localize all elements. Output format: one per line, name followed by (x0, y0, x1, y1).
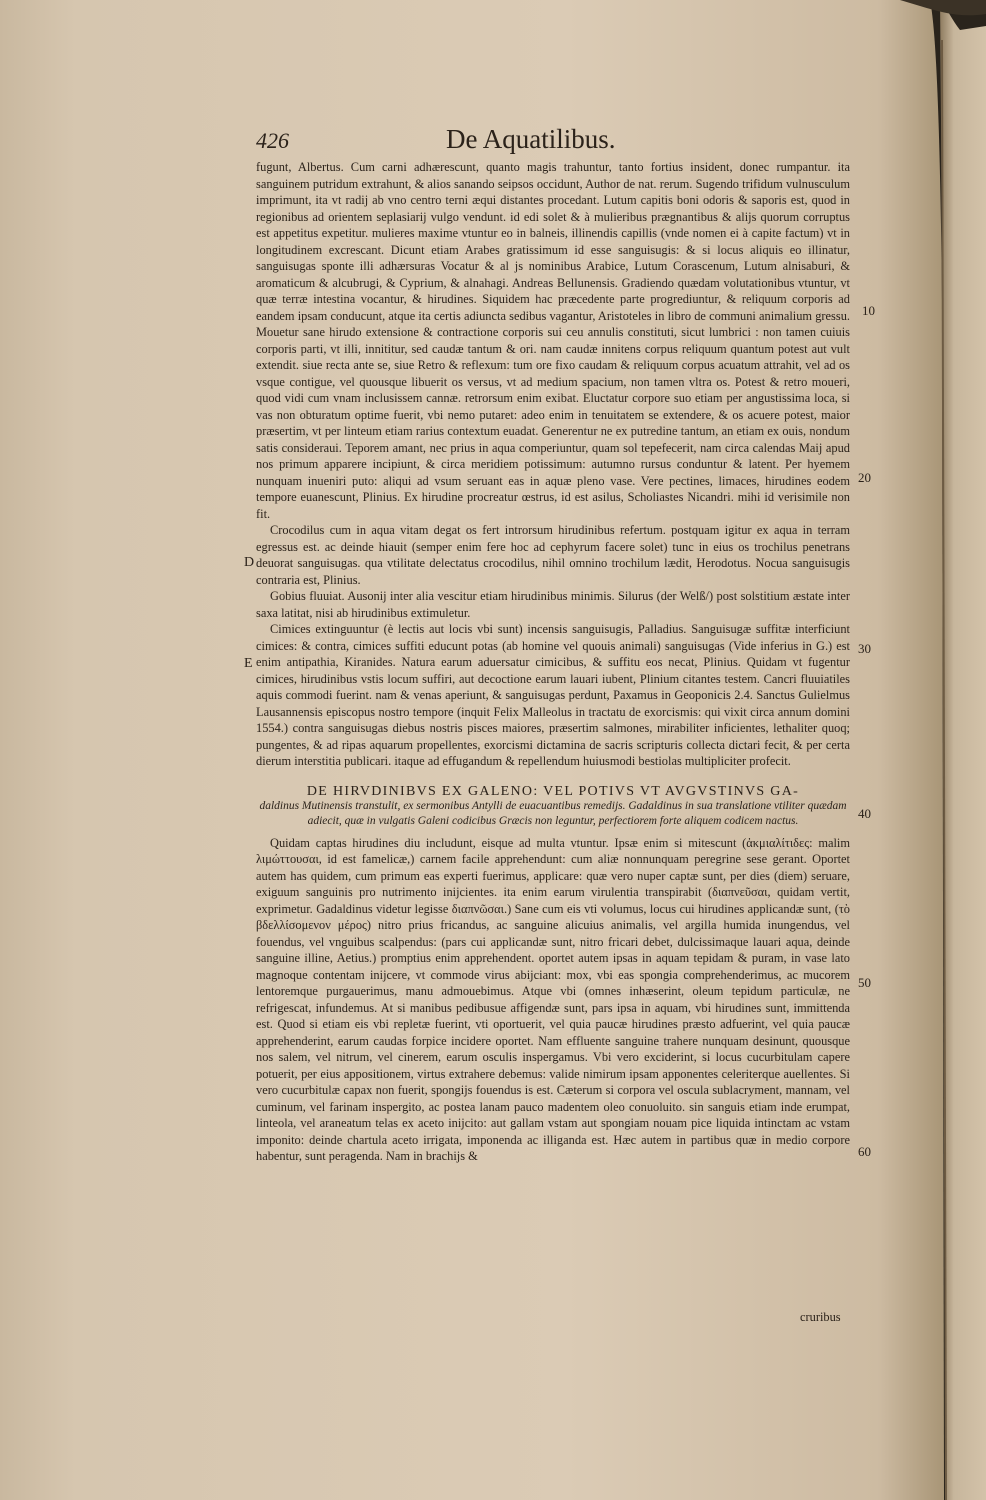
line-number-50: 50 (858, 975, 871, 990)
margin-letter-e: E (244, 656, 253, 671)
paragraph-c: fugunt, Albertus. Cum carni adhærescunt, quanto magis trahuntur, tanto fortius insident, donec rumpantur. ita sanguinem putridum extrahunt, & alios sanando seipsos occidunt, Author de nat. rerum. Sugendo trifidum vulnusculum imprimunt, ita vt radij ab vno centro terni æqui distantes procedant. Lutum capitis boni odoris & saporis est, quod in regionibus ad orientem seplasiarij vulgo vendunt. id edi solet & à mulieribus prægnantibus & alijs quorum corruptus est appetitus expetitur. mulieres maxime vtuntur eo in balneis, illinendis capillis (vnde nomen ei à capite factum) vt in longitudinem excrescant. Dicunt etiam Arabes gratissimum id esse sanguisugis: & si locus aliquis eo illinatur, sanguisugas sponte illi adhærsuras Vocatur & al js nominibus Arabice, Lutum Corascenum, Lutum alnisaburi, & aromaticum & alcubrugi, & Cyprium, & alnahagi. Andreas Bellunensis. Gradiendo quædam volutationibus vtuntur, vt quæ terræ intestina vocantur, & hirudines. Siquidem hac præcedente parte progrediuntur, & reliquum corporis ad eandem ipsam conducunt, atque ita certis adiuncta sedibus vagantur, Aristoteles in libro de communi animalium gressu. Mouetur sane hirudo extensione & contractione corporis sui ceu annulis constituti, sicut lumbrici : non tamen cuiuis corporis parti, vt illi, innititur, sed caudæ tantum & ori. nam caudæ innitens corpus reliquum quantum potest aut vult extendit. siue recta ante se, siue Retro & reflexum: tum ore fixo caudam & reliquum corpus acuatum attrahit, vel ad os vsque contigue, vel quousque libuerit os versus, vt ad medium spacium, non tamen vltra os. Potest & retro moueri, quod vidi cum vnam inclusissem cannæ. retrorsum enim exibat. Eluctatur corpore suo etiam per angustissima loca, si vas non obturatum optime fuerit, vbi nemo putaret: adeo enim in tenuitatem se extendere, & os acuere potest, maior præsertim, vt per linteum etiam rarius contextum euadat. Generentur ne ex putredine tantum, an etiam ex ouis, nondum satis consideraui. Teporem amant, nec prius in aqua comperiuntur, quam sol tepefecerit, nam circa calendas Maij apud nos primum apparere incipiunt, & circa meridiem potissimum: autumno rursus conduntur & latent. Per hyemem nunquam inueniri puto: aliqui ad vsum seruant eas in aquæ pleno vase. Vere pectines, limaces, hirudines eodem tempore euanescunt, Plinius. Ex hirudine procreatur œstrus, id est asilus, Scholiastes Nicandri. mihi id verisimile non fit. (256, 160, 850, 521)
line-number-60: 60 (858, 1144, 871, 1159)
running-header (256, 124, 856, 158)
paragraph-e: Cimices extinguuntur (è lectis aut locis vbi sunt) incensis sanguisugis, Palladius. Sanguisugæ suffitæ interficiunt cimices: & contra, cimices suffiti educunt potas (ab homine vel quouis animali) sanguisugas (Vide inferius in G.) est enim antipathia, Kiranides. Natura earum aduersatur cimicibus, & suffitu eos necat, Plinius. Quidam vt fugentur cimices, hirudinibus vstis locum suffiri, aut decoctione earum lauari iubent, Plinium citantes testem. Cancri fluuiatiles aquis commodi fuerint. nam & venas aperiunt, & sanguisugas perdunt, Paxamus in Geoponicis 2.4. Sanctus Gulielmus Lausannensis episcopus nostro tempore (inquit Felix Malleolus in tractatu de exorcismis: qui vixit circa annum domini 1554.) contra sanguisugas diebus nostris pisces maiores, præsertim salmones, mirabiliter inficientes, lethaliter quoq; pungentes, & ad ripas aquarum propellentes, exorcismi dictamina de sacris scripturis collecta dictari fecit, & per certa dierum interstitia publicari. itaque ad effugandum & repellendum huiusmodi bestiolas multipliciter profecit. (256, 622, 850, 768)
main-text (256, 159, 850, 1165)
line-number-40: 40 (858, 806, 871, 821)
paragraph-galen: Quidam captas hirudines diu includunt, eisque ad multa vtuntur. Ipsæ enim si mitescunt (ἀκμιαλίτιδες: malim λιμώττουσαι, id est famelicæ,) carnem facile apprehendunt: cum aliæ nonnunquam peregrine sese gerant. Oportet autem has quidem, cum primum eas experti fuerimus, applicare: quæ vero nuper captæ sunt, per dies (diem) seruare, exiguum sanguinis pro nutrimento inijcientes. ita enim earum virulentia transpirabit (διαπνεῦσαι, quidam vertit, exprimetur. Gadaldinus videtur legisse διαπνῶσαι.) Sane cum eis vti volumus, locus cui hirudines applicandæ sunt, (τὸ βδελλίσομενον μέρος) nitro prius fricandus, ac sanguine alicuius animalis, vel argilla humida inungendus, vel fouendus, vel vnguibus scalpendus: (pars cui applicandæ sunt, nitro fricari debet, dulcissimaque lauari aqua, deinde sanguine illine, Aetius.) promptius enim apprehendent. oportet autem ipsas in aquam tepidam & puram, in vase lato magnoque contentam inijcere, vt commode virus abijciant: mox, vbi eas spongia comprehenderimus, ac mucorem lentoremque purgauerimus, manu admouebimus. Atque vbi (omnes inhæserint, oleum tepidum particulæ, ne refrigescat, infundemus. At si manibus pedibusue affigendæ sunt, pars ipsa in aquam, vbi hirudines sunt, immittenda est. Quod si etiam eis vbi repletæ fuerint, vti oportuerit, vel quia paucæ hirudines præsto adfuerint, vel quia paucæ apprehenderint, earum caudas forpice incidere oportet. Nam effluente sanguine trahere nunquam desinunt, quousque nos salem, vel nitrum, vel cinerem, earum osculis inspergamus. Vbi vero exciderint, si locus cucurbitulam capere potuerit, per eius appositionem, virtus extrahere debemus: valide nimirum ipsam apponentes celeriterque auellentes. Si vero cucurbitulæ capax non fuerit, spongijs fouendus is est. Cæterum si corpora vel oscula sublacryment, mannam, vel cuminum, vel farinam inspergito, ac postea lanam pauco madentem oleo conuoluito. sin sanguis etiam inde erumpat, linteola, vel araneatum telas ex aceto inijcito: aut gallam vstam aut spongiam nouam pice liquida intinctam ac vstam imponito: deinde chartula aceto irrigata, imponenda ac illiganda est. Hæc autem in partibus quæ in medio corpore habentur, sunt peragenda. Nam in brachijs & (256, 835, 850, 1163)
section-heading-italic: daldinus Mutinensis transtulit, ex sermonibus Antylli de euacuantibus remedijs. Gadaldinus in sua translatione vtiliter quædam adiecit, quæ in vulgatis Galeni codicibus Græcis non leguntur, perfectiorem forte aliquem codicem nactus. (259, 799, 847, 827)
running-title: De Aquatilibus. (446, 124, 616, 154)
line-number-10: 10 (862, 303, 875, 318)
line-number-30: 30 (858, 641, 871, 656)
section-heading (256, 784, 850, 829)
page-number: 426 (256, 128, 289, 153)
margin-letter-d: D (244, 555, 255, 570)
catchword: cruribus (800, 1310, 841, 1324)
section-heading-caps: DE HIRVDINIBVS EX GALENO: VEL POTIVS VT AVGVSTINVS GA- (306, 783, 800, 799)
paragraph-d: Crocodilus cum in aqua vitam degat os fert introrsum hirudinibus refertum. postquam igitur ex aqua in terram egressus est. ac deinde hiauit (semper enim fere hoc ad cephyrum facere solet) tunc in eius os trochilus penetrans deuorat sanguisugas. qua vtilitate delectatus crocodilus, nihil omnino trochilum lædit, Herodotus. Nocua sanguisugis contraria est, Plinius. (256, 523, 850, 587)
line-number-20: 20 (858, 470, 871, 485)
paragraph-gobius: Gobius fluuiat. Ausonij inter alia vescitur etiam hirudinibus minimis. Silurus (der Welß/) post solstitium æstate inter saxa latitat, nisi ab hirudinibus extimuletur. (256, 589, 850, 620)
